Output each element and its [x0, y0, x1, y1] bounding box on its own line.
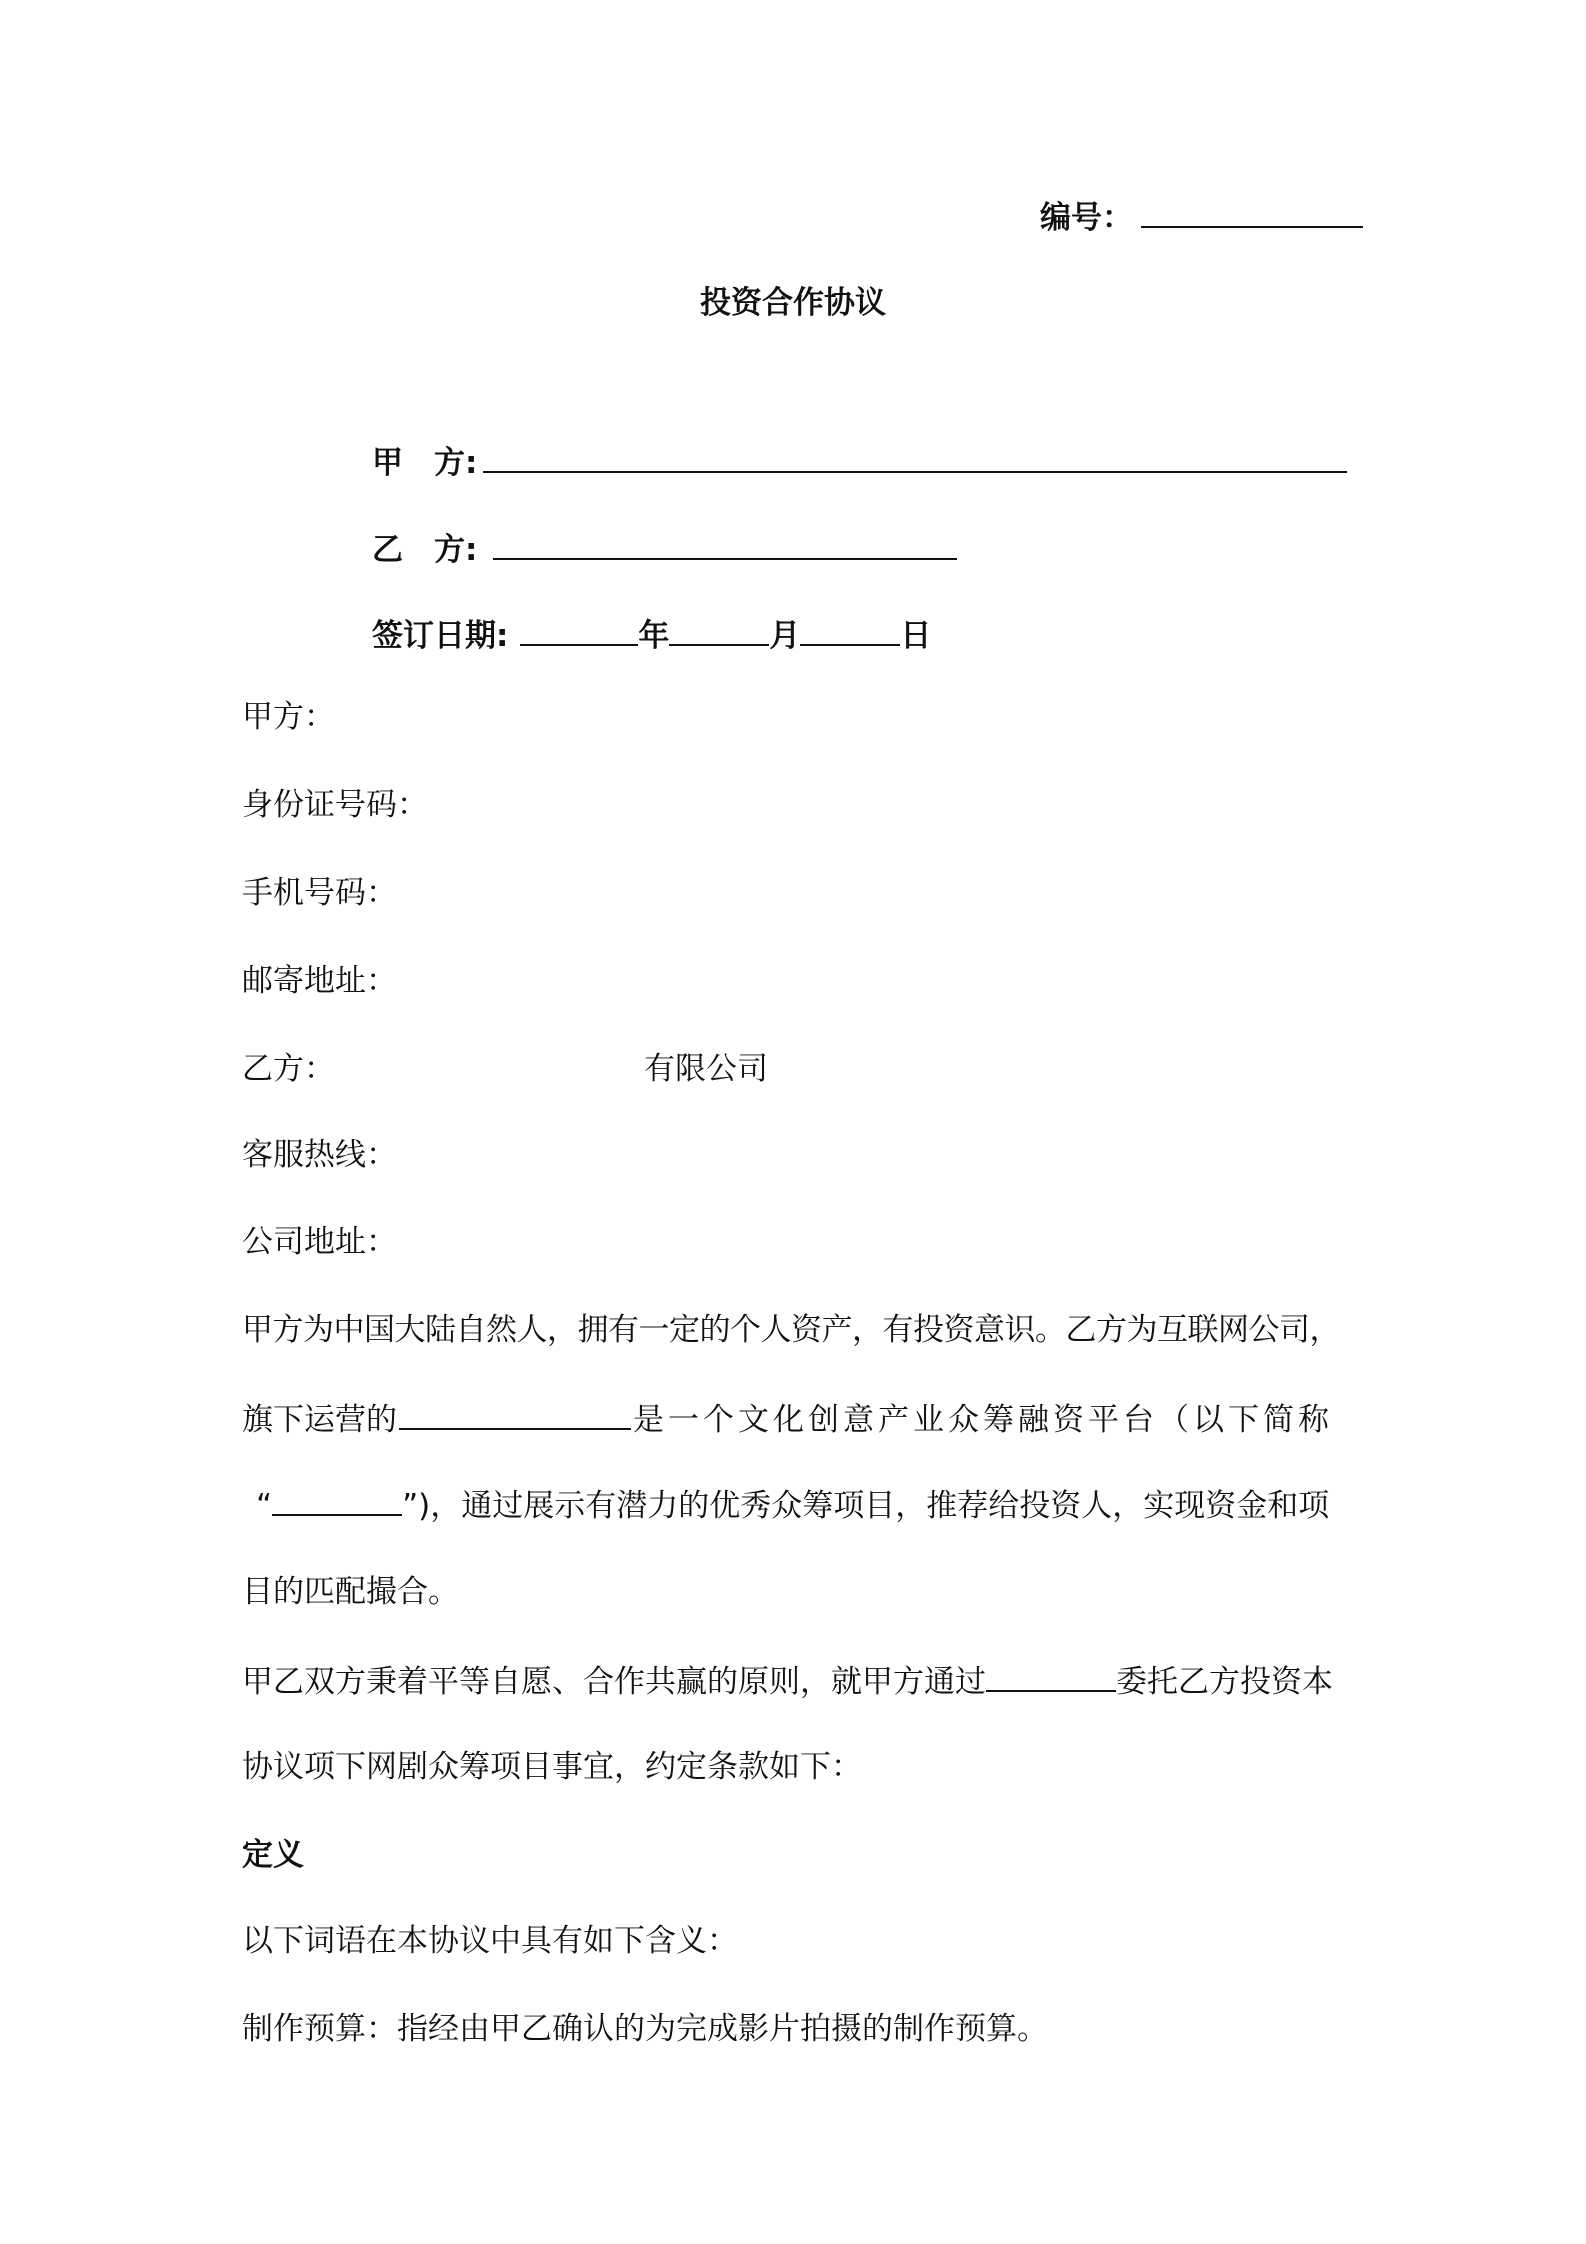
party-b-blank: [493, 528, 957, 560]
text: 是一个文化创意产业众筹融资平台（以下简称: [633, 1402, 1333, 1438]
para1-line1: 甲方为中国大陆自然人，拥有一定的个人资产，有投资意识。乙方为互联网公司，: [242, 1312, 1340, 1348]
para2-line1: [242, 1660, 1333, 1702]
party-a-blank: [483, 441, 1347, 473]
date-label: 签订日期:: [372, 618, 509, 654]
year-blank: [520, 614, 638, 646]
short-name-blank: [272, 1484, 402, 1516]
info-party-a: 甲方：: [242, 699, 335, 735]
number-blank: [1141, 196, 1363, 228]
para1-line4: 目的匹配撮合。: [242, 1574, 459, 1610]
contract-number: [1040, 196, 1363, 238]
para1-line3: [242, 1484, 1329, 1526]
via-blank: [986, 1660, 1116, 1692]
company-suffix: 有限公司: [644, 1051, 768, 1087]
platform-blank: [399, 1398, 631, 1430]
definition-intro: 以下词语在本协议中具有如下含义：: [242, 1923, 738, 1959]
definition-heading: 定义: [242, 1837, 304, 1873]
party-b-label: 乙 方:: [372, 532, 478, 568]
cover-party-a: [372, 441, 1347, 483]
text: 委托乙方投资本: [1116, 1664, 1333, 1700]
month-blank: [669, 614, 769, 646]
info-address: 邮寄地址：: [242, 963, 397, 999]
text: 甲乙双方秉着平等自愿、合作共赢的原则，就甲方通过: [242, 1664, 986, 1700]
document-title: 投资合作协议: [700, 285, 886, 321]
year-label: 年: [638, 618, 670, 654]
info-company-address: 公司地址：: [242, 1224, 397, 1260]
month-label: 月: [769, 618, 801, 654]
text: ”)，通过展示有潜力的优秀众筹项目，推荐给投资人，实现资金和项: [402, 1488, 1330, 1524]
number-label: 编号：: [1040, 200, 1133, 236]
para1-line2: [242, 1398, 1333, 1440]
text: “: [256, 1488, 273, 1524]
para2-line2: 协议项下网剧众筹项目事宜，约定条款如下：: [242, 1749, 862, 1785]
info-phone: 手机号码：: [242, 875, 397, 911]
info-party-b: 乙方：: [242, 1051, 335, 1087]
info-id-number: 身份证号码：: [242, 787, 428, 823]
definition-item-budget: 制作预算：指经由甲乙确认的为完成影片拍摄的制作预算。: [242, 2011, 1048, 2047]
party-a-label: 甲 方:: [372, 445, 478, 481]
text: 旗下运营的: [242, 1402, 397, 1438]
day-label: 日: [900, 618, 932, 654]
info-hotline: 客服热线：: [242, 1137, 397, 1173]
cover-sign-date: [372, 614, 931, 656]
cover-party-b: [372, 528, 957, 570]
day-blank: [800, 614, 900, 646]
